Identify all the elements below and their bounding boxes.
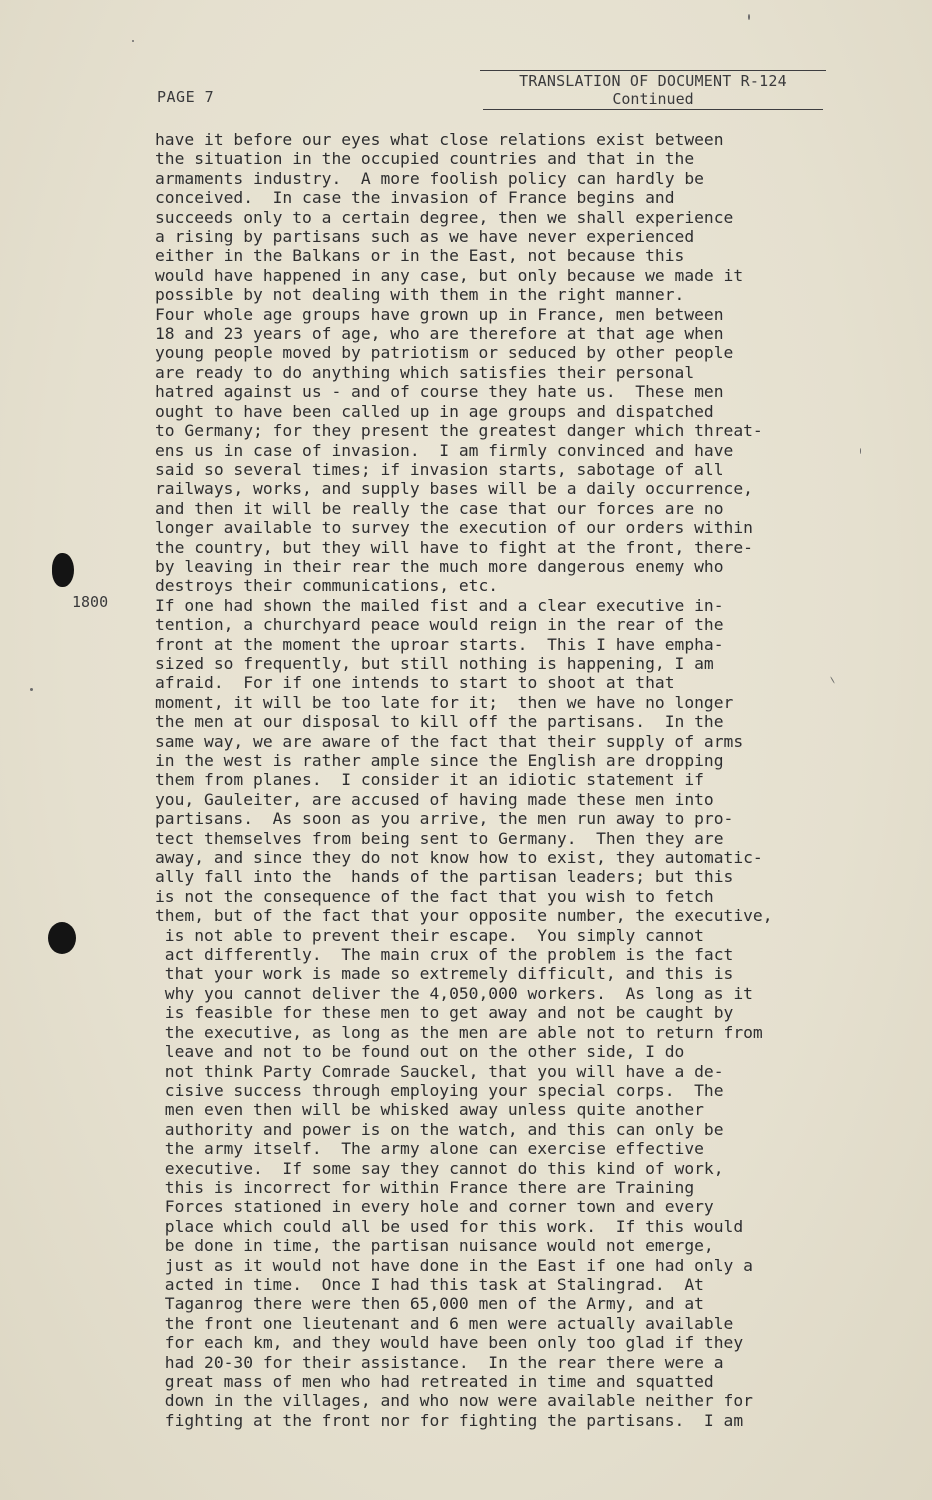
text-line: leave and not to be found out on the other side, I do [155, 1042, 685, 1062]
text-line: to Germany; for they present the greatest danger which threat- [155, 421, 763, 441]
text-line: have it before our eyes what close relations exist between [155, 130, 724, 149]
text-line: either in the Balkans or in the East, not because this [155, 246, 685, 266]
punch-hole-top [52, 553, 74, 587]
text-line: the country, but they will have to fight at the front, there- [155, 537, 753, 557]
text-line: armaments industry. A more foolish policy can hardly be [155, 168, 704, 188]
text-line: by leaving in their rear the much more dangerous enemy who [155, 556, 724, 576]
text-line: possible by not dealing with them in the right manner. [155, 285, 685, 305]
text-line: just as it would not have done in the East if one had only a [155, 1255, 753, 1275]
text-line: Four whole age groups have grown up in France, men between [155, 304, 724, 324]
text-line: 18 and 23 years of age, who are therefore at that age when [155, 324, 724, 344]
text-line: tect themselves from being sent to Germany. Then they are [155, 828, 724, 848]
text-line: If one had shown the mailed fist and a clear executive in- [155, 595, 724, 615]
header-top-rule [480, 70, 826, 71]
text-line: a rising by partisans such as we have never experienced [155, 227, 695, 247]
text-line: succeeds only to a certain degree, then we shall experience [155, 207, 734, 227]
paper-speck [748, 14, 750, 20]
text-line: ens us in case of invasion. I am firmly convinced and have [155, 440, 734, 460]
text-line: railways, works, and supply bases will be a daily occurrence, [155, 479, 753, 499]
text-line: for each km, and they would have been only too glad if they [155, 1333, 744, 1353]
text-line: conceived. In case the invasion of France begins and [155, 188, 675, 208]
document-body [155, 130, 875, 1430]
text-line: are ready to do anything which satisfies their personal [155, 362, 695, 382]
text-line: great mass of men who had retreated in time and squatted [155, 1372, 714, 1391]
text-line: act differently. The main crux of the problem is the fact [155, 945, 734, 965]
text-line: same way, we are aware of the fact that their supply of arms [155, 731, 744, 751]
text-line: Forces stationed in every hole and corner town and every [155, 1197, 714, 1217]
text-line: away, and since they do not know how to exist, they automatic- [155, 848, 763, 868]
text-line: you, Gauleiter, are accused of having made these men into [155, 789, 714, 809]
text-line: is not able to prevent their escape. You simply cannot [155, 925, 704, 945]
text-line: said so several times; if invasion starts, sabotage of all [155, 459, 724, 479]
text-line: authority and power is on the watch, and this can only be [155, 1119, 724, 1139]
text-line: that your work is made so extremely difficult, and this is [155, 964, 734, 984]
text-line: cisive success through employing your special corps. The [155, 1080, 724, 1100]
punch-hole-bottom [48, 922, 76, 954]
text-line: place which could all be used for this work. If this would [155, 1216, 744, 1236]
text-line: the situation in the occupied countries and that in the [155, 149, 695, 169]
text-line: in the west is rather ample since the English are dropping [155, 751, 724, 770]
text-line: them, but of the fact that your opposite number, the executive, [155, 906, 773, 926]
text-line: executive. If some say they cannot do this kind of work, [155, 1158, 724, 1178]
page-number: PAGE 7 [157, 88, 215, 106]
text-line: them from planes. I consider it an idiotic statement if [155, 770, 704, 790]
text-line: afraid. For if one intends to start to shoot at that [155, 673, 675, 693]
text-line: young people moved by patriotism or seduced by other people [155, 343, 734, 363]
text-line: ally fall into the hands of the partisan leaders; but this [155, 867, 734, 887]
text-line: not think Party Comrade Sauckel, that you will have a de- [155, 1061, 724, 1081]
text-line: why you cannot deliver the 4,050,000 workers. As long as it [155, 983, 753, 1003]
text-line: fighting at the front nor for fighting the partisans. I am [155, 1410, 744, 1430]
text-line: destroys their communications, etc. [155, 576, 499, 596]
text-line: the executive, as long as the men are able not to return from [155, 1022, 763, 1042]
text-line: this is incorrect for within France there are Training [155, 1177, 695, 1197]
text-line: is not the consequence of the fact that you wish to fetch [155, 886, 714, 906]
text-line: the army itself. The army alone can exercise effective [155, 1139, 704, 1159]
text-line: hatred against us - and of course they hate us. These men [155, 382, 724, 402]
text-line: acted in time. Once I had this task at Stalingrad. At [155, 1274, 704, 1294]
text-line: the front one lieutenant and 6 men were actually available [155, 1313, 734, 1333]
text-line: had 20-30 for their assistance. In the rear there were a [155, 1352, 724, 1372]
text-line: sized so frequently, but still nothing is happening, I am [155, 653, 714, 673]
text-line: be done in time, the partisan nuisance would not emerge, [155, 1236, 714, 1256]
margin-line-number: 1800 [72, 593, 109, 611]
header-continued: Continued [483, 90, 823, 110]
text-line: partisans. As soon as you arrive, the men run away to pro- [155, 809, 734, 829]
text-line: down in the villages, and who now were available neither for [155, 1391, 753, 1411]
text-line: front at the moment the uproar starts. This I have empha- [155, 634, 724, 654]
text-line: Taganrog there were then 65,000 men of the Army, and at [155, 1294, 704, 1314]
paper-speck [860, 448, 861, 454]
paper-speck [30, 688, 33, 691]
text-line: men even then will be whisked away unless quite another [155, 1100, 704, 1120]
text-line: longer available to survey the execution of our orders within [155, 518, 753, 538]
text-line: is feasible for these men to get away and not be caught by [155, 1003, 734, 1023]
text-line: and then it will be really the case that our forces are no [155, 498, 724, 518]
text-line: moment, it will be too late for it; then we have no longer [155, 692, 734, 712]
paper-speck [132, 40, 134, 42]
text-line: tention, a churchyard peace would reign in the rear of the [155, 615, 724, 635]
text-line: would have happened in any case, but only because we made it [155, 265, 744, 285]
header-title: TRANSLATION OF DOCUMENT R-124 [519, 72, 787, 90]
text-line: ought to have been called up in age groups and dispatched [155, 401, 714, 421]
document-header [478, 70, 828, 110]
text-line: the men at our disposal to kill off the partisans. In the [155, 712, 724, 732]
